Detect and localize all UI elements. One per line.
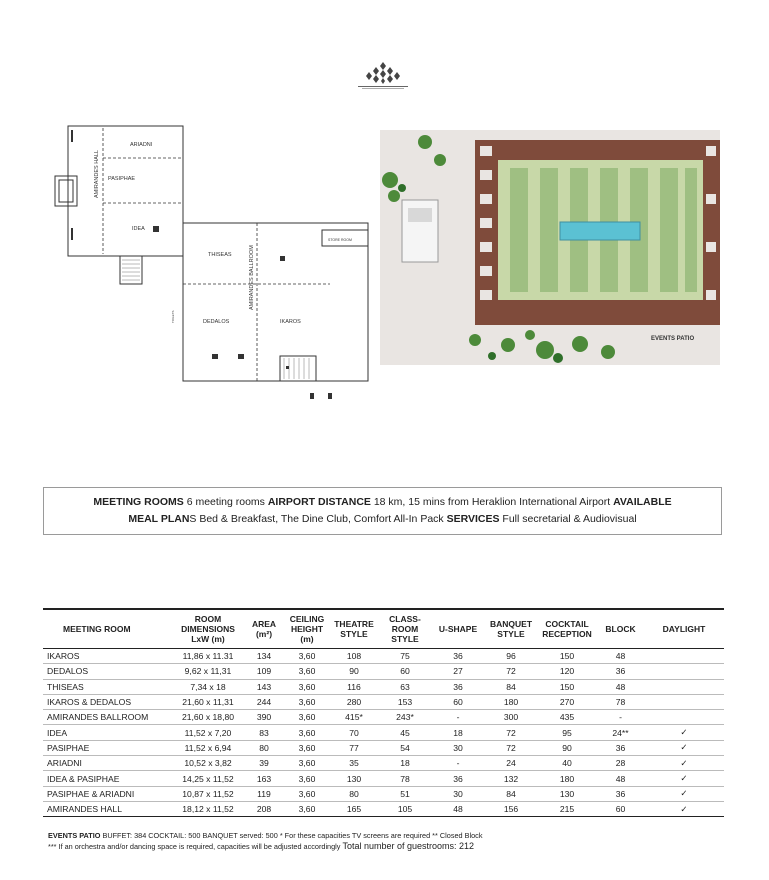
cell-room-name: AMIRANDES HALL — [43, 801, 173, 816]
cell-banquet: 84 — [485, 786, 537, 801]
cell-room-dimensions: 21,60 x 11,31 — [173, 694, 243, 709]
header-daylight: DAYLIGHT — [662, 624, 706, 634]
cell-ceiling-height: 3,60 — [285, 710, 329, 725]
cell-theatre: 90 — [329, 664, 379, 679]
cell-room-dimensions: 11,86 x 11.31 — [173, 649, 243, 664]
cell-daylight: ✓ — [644, 801, 724, 816]
header-block: BLOCK — [605, 624, 636, 634]
services-value: Full secretarial & Audiovisual — [499, 513, 637, 525]
cell-u-shape: 27 — [431, 664, 485, 679]
cell-banquet: 96 — [485, 649, 537, 664]
cell-area: 244 — [243, 694, 285, 709]
cell-banquet: 156 — [485, 801, 537, 816]
orchestra-note: *** If an orchestra and/or dancing space is required, capacities will be adjusted accordingly — [48, 842, 343, 851]
cell-room-name: IDEA — [43, 725, 173, 740]
hotel-logo — [356, 60, 410, 90]
cell-daylight — [644, 710, 724, 725]
cell-room-dimensions: 21,60 x 18,80 — [173, 710, 243, 725]
table-row — [43, 710, 724, 725]
meal-plan-label-part2: MEAL PLAN — [128, 513, 190, 525]
cell-room-dimensions: 18,12 x 11,52 — [173, 801, 243, 816]
airport-distance-label: AIRPORT DISTANCE — [267, 496, 371, 508]
table-row — [43, 771, 724, 786]
cell-area: 208 — [243, 801, 285, 816]
info-line-2 — [44, 511, 721, 528]
cell-room-name: IKAROS & DEDALOS — [43, 694, 173, 709]
cell-classroom: 105 — [379, 801, 431, 816]
meeting-rooms-label: MEETING ROOMS — [93, 496, 184, 508]
info-line-1 — [44, 494, 721, 511]
cell-area: 39 — [243, 756, 285, 771]
cell-cocktail: 90 — [537, 740, 597, 755]
cell-area: 80 — [243, 740, 285, 755]
meeting-rooms-table — [43, 608, 724, 817]
cell-ceiling-height: 3,60 — [285, 725, 329, 740]
cell-room-name: IDEA & PASIPHAE — [43, 771, 173, 786]
cell-cocktail: 270 — [537, 694, 597, 709]
cell-area: 134 — [243, 649, 285, 664]
info-box — [43, 487, 722, 535]
cell-u-shape: - — [431, 710, 485, 725]
cell-ceiling-height: 3,60 — [285, 786, 329, 801]
cell-block: 36 — [597, 786, 644, 801]
cell-u-shape: 60 — [431, 694, 485, 709]
cell-classroom: 51 — [379, 786, 431, 801]
cell-theatre: 280 — [329, 694, 379, 709]
cell-banquet: 24 — [485, 756, 537, 771]
footnote-line-2 — [48, 841, 482, 852]
cell-room-name: ARIADNI — [43, 756, 173, 771]
label-ikaros: IKAROS — [280, 319, 301, 325]
header-banquet-style: BANQUET STYLE — [489, 619, 533, 639]
cell-cocktail: 180 — [537, 771, 597, 786]
cell-ceiling-height: 3,60 — [285, 771, 329, 786]
guestrooms-total: Total number of guestrooms: 212 — [342, 841, 475, 851]
cell-block: 28 — [597, 756, 644, 771]
cell-theatre: 415* — [329, 710, 379, 725]
cell-area: 109 — [243, 664, 285, 679]
cell-area: 163 — [243, 771, 285, 786]
cell-ceiling-height: 3,60 — [285, 801, 329, 816]
cell-room-name: AMIRANDES BALLROOM — [43, 710, 173, 725]
cell-daylight: ✓ — [644, 771, 724, 786]
table-row — [43, 786, 724, 801]
cell-room-dimensions: 11,52 x 7,20 — [173, 725, 243, 740]
cell-ceiling-height: 3,60 — [285, 740, 329, 755]
cell-room-name: THISEAS — [43, 679, 173, 694]
cell-banquet: 180 — [485, 694, 537, 709]
cell-room-dimensions: 7,34 x 18 — [173, 679, 243, 694]
cell-banquet: 72 — [485, 725, 537, 740]
footnotes — [48, 830, 482, 852]
cell-theatre: 35 — [329, 756, 379, 771]
cell-cocktail: 40 — [537, 756, 597, 771]
cell-banquet: 132 — [485, 771, 537, 786]
cell-area: 390 — [243, 710, 285, 725]
cell-room-name: IKAROS — [43, 649, 173, 664]
label-amirandes-ballroom: AMIRANDES BALLROOM — [249, 245, 255, 310]
label-store-room: STORE ROOM — [328, 238, 352, 242]
cell-u-shape: 30 — [431, 786, 485, 801]
cell-cocktail: 150 — [537, 649, 597, 664]
label-idea: IDEA — [132, 226, 145, 232]
cell-daylight: ✓ — [644, 786, 724, 801]
cell-u-shape: 30 — [431, 740, 485, 755]
table-row — [43, 649, 724, 664]
cell-cocktail: 95 — [537, 725, 597, 740]
header-classroom-style: CLASS-ROOM STYLE — [389, 614, 421, 644]
cell-room-name: DEDALOS — [43, 664, 173, 679]
cell-room-dimensions: 10,52 x 3,82 — [173, 756, 243, 771]
cell-theatre: 70 — [329, 725, 379, 740]
cell-theatre: 80 — [329, 786, 379, 801]
label-dedalos: DEDALOS — [203, 319, 230, 325]
cell-room-dimensions: 14,25 x 11,52 — [173, 771, 243, 786]
table-row — [43, 725, 724, 740]
table-row — [43, 740, 724, 755]
cell-room-dimensions: 9,62 x 11,31 — [173, 664, 243, 679]
cell-classroom: 78 — [379, 771, 431, 786]
header-u-shape: U-SHAPE — [438, 624, 478, 634]
events-patio-label: EVENTS PATIO — [48, 831, 101, 840]
cell-room-dimensions: 11,52 x 6,94 — [173, 740, 243, 755]
cell-classroom: 45 — [379, 725, 431, 740]
cell-banquet: 300 — [485, 710, 537, 725]
cell-block: 36 — [597, 740, 644, 755]
header-area: AREA (m²) — [251, 619, 277, 639]
cell-banquet: 84 — [485, 679, 537, 694]
cell-classroom: 60 — [379, 664, 431, 679]
cell-theatre: 165 — [329, 801, 379, 816]
cell-classroom: 54 — [379, 740, 431, 755]
cell-room-name: PASIPHAE — [43, 740, 173, 755]
cell-theatre: 130 — [329, 771, 379, 786]
cell-area: 143 — [243, 679, 285, 694]
cell-block: 36 — [597, 664, 644, 679]
cell-cocktail: 150 — [537, 679, 597, 694]
cell-block: 48 — [597, 649, 644, 664]
airport-distance-value: 18 km, 15 mins from Heraklion International Airport — [370, 496, 614, 508]
cell-area: 119 — [243, 786, 285, 801]
cell-block: 24** — [597, 725, 644, 740]
cell-ceiling-height: 3,60 — [285, 694, 329, 709]
cell-banquet: 72 — [485, 740, 537, 755]
cell-cocktail: 130 — [537, 786, 597, 801]
cell-daylight: ✓ — [644, 756, 724, 771]
cell-block: 48 — [597, 679, 644, 694]
events-patio-caption: EVENTS PATIO — [651, 336, 695, 342]
cell-block: 48 — [597, 771, 644, 786]
cell-daylight — [644, 679, 724, 694]
events-patio-plan — [380, 130, 720, 380]
cell-theatre: 116 — [329, 679, 379, 694]
table-row — [43, 664, 724, 679]
table-row — [43, 694, 724, 709]
cell-ceiling-height: 3,60 — [285, 756, 329, 771]
cell-classroom: 18 — [379, 756, 431, 771]
cell-ceiling-height: 3,60 — [285, 664, 329, 679]
cell-area: 83 — [243, 725, 285, 740]
cell-u-shape: 36 — [431, 649, 485, 664]
cell-daylight — [644, 649, 724, 664]
header-ceiling-height: CEILING HEIGHT (m) — [289, 614, 325, 644]
events-patio-capacities: BUFFET: 384 COCKTAIL: 500 BANQUET served: 500 * For these capacities TV screens are required ** Closed Block — [100, 831, 483, 840]
cell-daylight — [644, 664, 724, 679]
cell-ceiling-height: 3,60 — [285, 649, 329, 664]
cell-classroom: 63 — [379, 679, 431, 694]
cell-classroom: 243* — [379, 710, 431, 725]
cell-u-shape: - — [431, 756, 485, 771]
table-row — [43, 679, 724, 694]
table-row — [43, 801, 724, 816]
cell-daylight: ✓ — [644, 740, 724, 755]
label-amirandes-hall: AMIRANDES HALL — [94, 150, 100, 198]
label-pasiphae: PASIPHAE — [108, 176, 136, 182]
footnote-line-1 — [48, 830, 482, 841]
services-label: SERVICES — [446, 513, 500, 525]
cell-daylight: ✓ — [644, 725, 724, 740]
cell-cocktail: 215 — [537, 801, 597, 816]
cell-ceiling-height: 3,60 — [285, 679, 329, 694]
floor-plan — [40, 118, 370, 418]
header-room-dimensions: ROOM DIMENSIONS LxW (m) — [181, 614, 235, 644]
header-cocktail-reception: COCKTAIL RECEPTION — [542, 619, 592, 639]
label-thiseas: THISEAS — [208, 252, 232, 258]
cell-classroom: 153 — [379, 694, 431, 709]
cell-cocktail: 120 — [537, 664, 597, 679]
header-meeting-room: MEETING ROOM — [63, 624, 131, 634]
meal-plan-label-part1: AVAILABLE — [613, 496, 672, 508]
cell-banquet: 72 — [485, 664, 537, 679]
header-theatre-style: THEATRE STYLE — [334, 619, 374, 639]
meal-plan-value: S Bed & Breakfast, The Dine Club, Comfort All-In Pack — [189, 513, 447, 525]
cell-theatre: 108 — [329, 649, 379, 664]
cell-cocktail: 435 — [537, 710, 597, 725]
cell-block: - — [597, 710, 644, 725]
table-header-row — [43, 609, 724, 649]
cell-u-shape: 36 — [431, 679, 485, 694]
label-toilets: TOILETS — [171, 310, 175, 323]
cell-daylight — [644, 694, 724, 709]
cell-block: 78 — [597, 694, 644, 709]
cell-u-shape: 48 — [431, 801, 485, 816]
cell-classroom: 75 — [379, 649, 431, 664]
cell-theatre: 77 — [329, 740, 379, 755]
cell-block: 60 — [597, 801, 644, 816]
cell-u-shape: 36 — [431, 771, 485, 786]
cell-room-dimensions: 10,87 x 11,52 — [173, 786, 243, 801]
label-ariadni: ARIADNI — [130, 142, 153, 148]
meeting-rooms-value: 6 meeting rooms — [183, 496, 268, 508]
cell-room-name: PASIPHAE & ARIADNI — [43, 786, 173, 801]
cell-u-shape: 18 — [431, 725, 485, 740]
table-row — [43, 756, 724, 771]
